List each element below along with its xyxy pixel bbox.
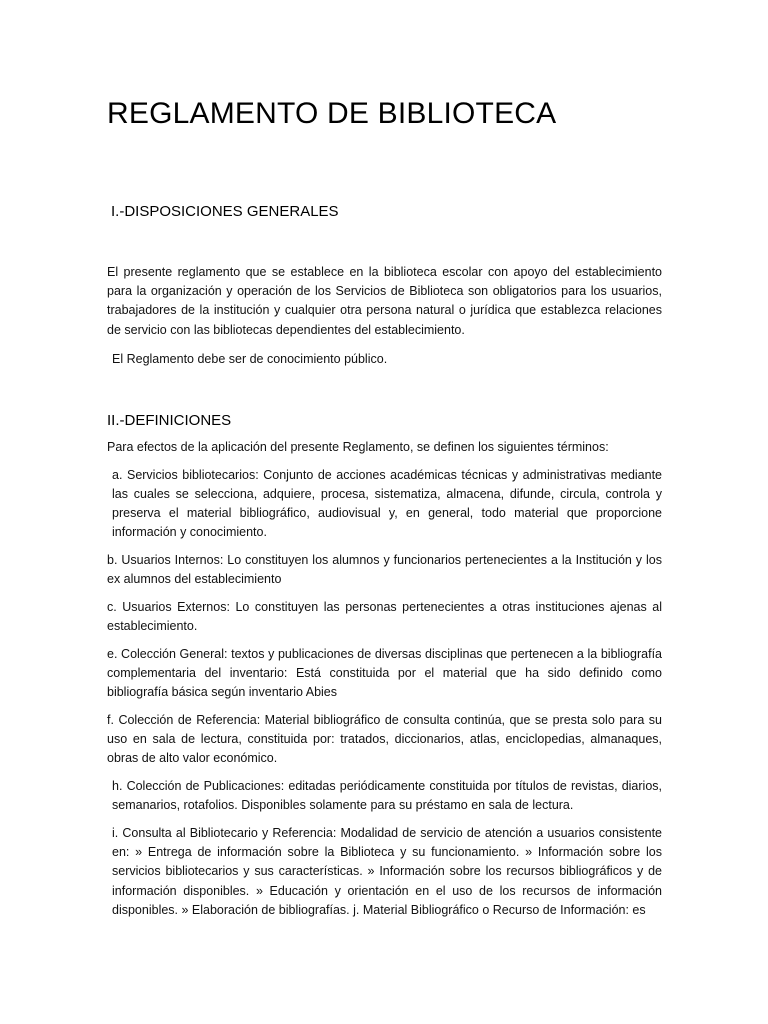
definition-item: b. Usuarios Internos: Lo constituyen los alumnos y funcionarios pertenecientes a la Institución y los ex alumnos del establecimiento — [107, 553, 662, 587]
section-heading-definiciones: II.-DEFINICIONES — [107, 412, 232, 429]
document-title: REGLAMENTO DE BIBLIOTECA — [107, 97, 557, 130]
section1-paragraph-block — [107, 263, 662, 340]
paragraph-conocimiento-publico: El Reglamento debe ser de conocimiento público. — [112, 352, 388, 366]
definitions-list — [107, 438, 662, 928]
definition-item: f. Colección de Referencia: Material bibliográfico de consulta continúa, que se presta solo para su uso en sala de lectura, constituida por: tratados, diccionarios, atlas, enciclopedias, almanaques, obras de alto valor económico. — [107, 712, 662, 766]
definition-item: c. Usuarios Externos: Lo constituyen las personas pertenecientes a otras instituciones ajenas al establecimiento. — [107, 599, 662, 634]
definition-item: i. Consulta al Bibliotecario y Referencia: Modalidad de servicio de atención a usuarios consistente en: » Entrega de información sobre la Biblioteca y su funcionamiento. » Información sobre los servicios bibliotecarios y sus características. » Información sobre los recursos bibliográficos y de información disponibles. » Educación y orientación en el uso de los recursos de información disponibles. » Elaboración de bibliografías. j. Material Bibliográfico o Recurso de Información: es — [112, 825, 662, 917]
paragraph-reglamento-intro: El presente reglamento que se establece en la biblioteca escolar con apoyo del establecimiento para la organización y operación de los Servicios de Biblioteca son obligatorios para los usuarios, trabajadores de la institución y cualquier otra persona natural o jurídica que establezca relaciones de servicio con las bibliotecas dependientes del establecimiento. — [107, 265, 662, 337]
definition-item: e. Colección General: textos y publicaciones de diversas disciplinas que pertenecen a la bibliografía complementaria del inventario: Está constituida por el material que ha sido definido como bibliografía básica según inventario Abies — [107, 646, 662, 700]
definitions-intro: Para efectos de la aplicación del presente Reglamento, se definen los siguientes términos: — [107, 440, 609, 454]
section1-note-block — [107, 350, 662, 369]
definition-item: a. Servicios bibliotecarios: Conjunto de acciones académicas técnicas y administrativas mediante las cuales se selecciona, adquiere, procesa, sistematiza, almacena, difunde, circula, controla y preserva el material bibliográfico, audiovisual y, en general, todo material que proporcione información y conocimiento. — [112, 467, 662, 540]
definition-item: h. Colección de Publicaciones: editadas periódicamente constituida por títulos de revistas, diarios, semanarios, rotafolios. Disponibles solamente para su préstamo en sala de lectura. — [112, 779, 662, 813]
section-heading-disposiciones: I.-DISPOSICIONES GENERALES — [111, 203, 339, 220]
